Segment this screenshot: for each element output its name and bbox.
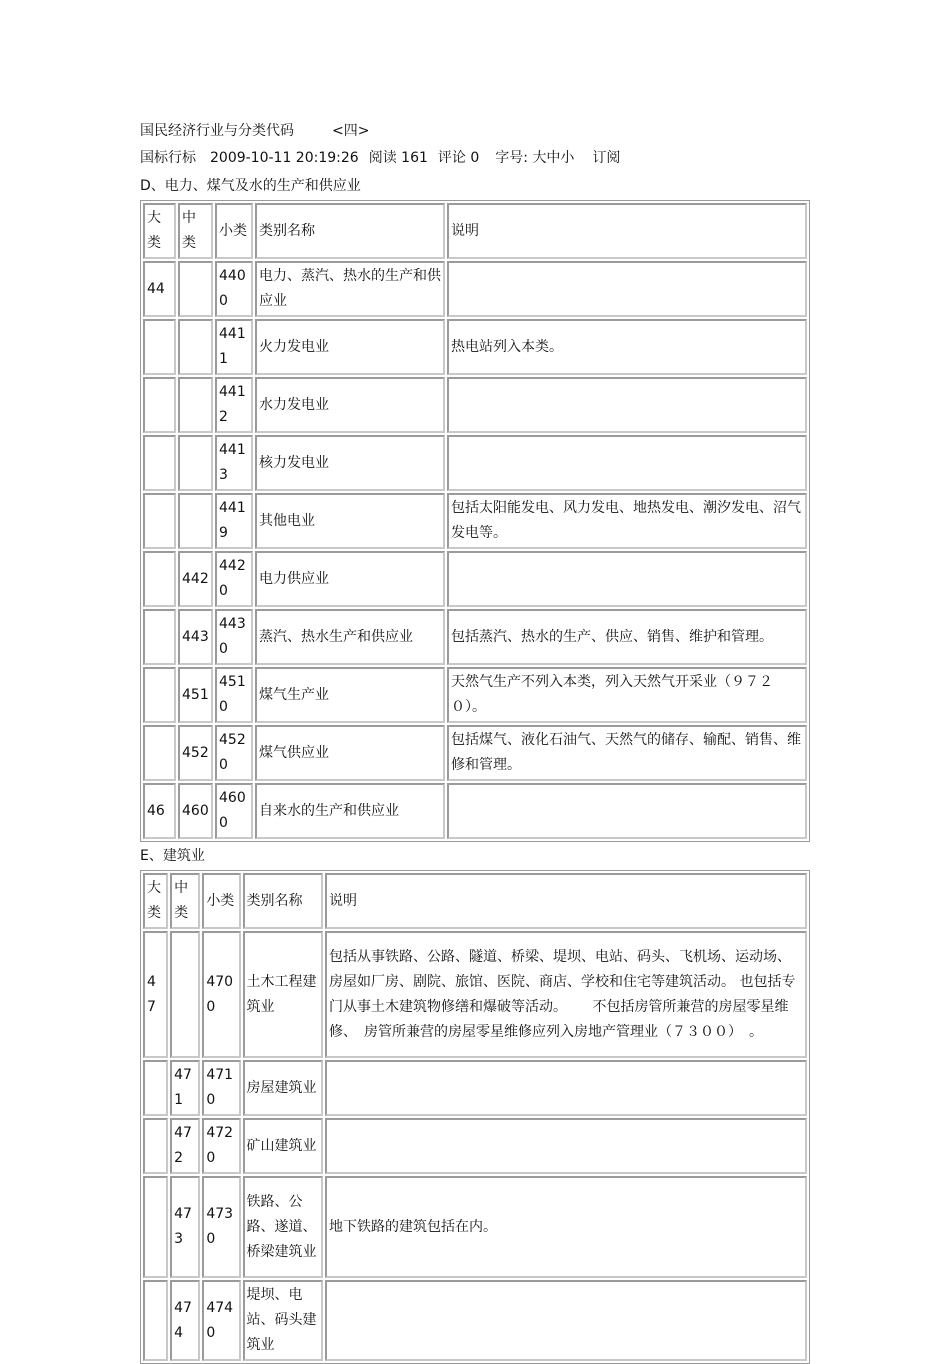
- cell-note: [447, 551, 807, 607]
- cell-name: 火力发电业: [255, 319, 445, 375]
- header-cell-middle: 中类: [170, 873, 200, 929]
- cell-minor: 4510: [215, 667, 253, 723]
- cell-major: 46: [143, 783, 176, 839]
- cell-minor: 4411: [215, 319, 253, 375]
- cell-minor: 4430: [215, 609, 253, 665]
- section-e-heading: E、建筑业: [140, 848, 205, 864]
- header-cell-name: 类别名称: [255, 203, 445, 259]
- header-cell-minor: 小类: [215, 203, 253, 259]
- section-e-table: [140, 870, 810, 1364]
- meta-comment-count: 0: [470, 150, 480, 166]
- table-row: [143, 551, 807, 607]
- cell-name: 矿山建筑业: [243, 1118, 323, 1174]
- cell-note: 包括煤气、液化石油气、天然气的储存、输配、销售、维修和管理。: [447, 725, 807, 781]
- cell-name: 自来水的生产和供应业: [255, 783, 445, 839]
- cell-note: 地下铁路的建筑包括在内。: [325, 1176, 807, 1278]
- cell-middle: 472: [170, 1118, 200, 1174]
- header-cell-major: 大类: [143, 203, 176, 259]
- article-title: 国民经济行业与分类代码: [140, 123, 294, 139]
- cell-middle: [178, 493, 213, 549]
- cell-name: 电力供应业: [255, 551, 445, 607]
- cell-middle: [170, 931, 200, 1058]
- cell-minor: 4710: [202, 1060, 240, 1116]
- table-row: [143, 261, 807, 317]
- cell-major: [143, 725, 176, 781]
- cell-minor: 4520: [215, 725, 253, 781]
- cell-major: [143, 551, 176, 607]
- cell-name: 土木工程建筑业: [243, 931, 323, 1058]
- cell-minor: 4420: [215, 551, 253, 607]
- cell-major: [143, 609, 176, 665]
- meta-datetime: 2009-10-11 20:19:26: [210, 150, 359, 166]
- article-meta: [140, 145, 810, 172]
- cell-middle: 443: [178, 609, 213, 665]
- table-row: [143, 493, 807, 549]
- table-row: [143, 667, 807, 723]
- cell-minor: 4400: [215, 261, 253, 317]
- cell-name: 电力、蒸汽、热水的生产和供应业: [255, 261, 445, 317]
- cell-name: 煤气供应业: [255, 725, 445, 781]
- meta-comment-link[interactable]: 评论: [437, 150, 466, 166]
- meta-font-size-label: 字号:: [495, 150, 528, 166]
- cell-note: [325, 1060, 807, 1116]
- meta-category-link[interactable]: 国标行标: [140, 150, 196, 166]
- cell-major: 47: [143, 931, 168, 1058]
- cell-name: 煤气生产业: [255, 667, 445, 723]
- cell-name: 水力发电业: [255, 377, 445, 433]
- cell-minor: 4419: [215, 493, 253, 549]
- cell-note: [447, 435, 807, 491]
- cell-note: [447, 783, 807, 839]
- cell-note: [325, 1280, 807, 1361]
- cell-middle: [178, 261, 213, 317]
- article-title-suffix: <四>: [332, 123, 370, 139]
- cell-minor: 4600: [215, 783, 253, 839]
- cell-note: 包括太阳能发电、风力发电、地热发电、潮汐发电、沼气发电等。: [447, 493, 807, 549]
- table-row: [143, 1060, 807, 1116]
- cell-middle: 473: [170, 1176, 200, 1278]
- cell-minor: 4412: [215, 377, 253, 433]
- cell-major: [143, 493, 176, 549]
- cell-middle: 451: [178, 667, 213, 723]
- cell-major: 44: [143, 261, 176, 317]
- cell-minor: 4740: [202, 1280, 240, 1361]
- table-row: [143, 609, 807, 665]
- table-row: [143, 1176, 807, 1278]
- table-row: [143, 783, 807, 839]
- cell-major: [143, 435, 176, 491]
- cell-note: 包括蒸汽、热水的生产、供应、销售、维护和管理。: [447, 609, 807, 665]
- section-d-heading: D、电力、煤气及水的生产和供应业: [140, 178, 361, 194]
- cell-middle: [178, 377, 213, 433]
- cell-major: [143, 667, 176, 723]
- table-row: [143, 1118, 807, 1174]
- section-d-table: [140, 200, 810, 842]
- meta-font-size-options[interactable]: 大中小: [532, 150, 575, 166]
- cell-middle: 471: [170, 1060, 200, 1116]
- cell-major: [143, 377, 176, 433]
- cell-name: 铁路、公路、遂道、桥梁建筑业: [243, 1176, 323, 1278]
- table-row: [143, 725, 807, 781]
- table-row: [143, 319, 807, 375]
- cell-name: 其他电业: [255, 493, 445, 549]
- cell-note: [325, 1118, 807, 1174]
- cell-minor: 4720: [202, 1118, 240, 1174]
- header-cell-note: 说明: [447, 203, 807, 259]
- header-cell-name: 类别名称: [243, 873, 323, 929]
- cell-note: 天然气生产不列入本类，列入天然气开采业（９７２０）。: [447, 667, 807, 723]
- article: [140, 118, 810, 1364]
- cell-middle: 442: [178, 551, 213, 607]
- cell-minor: 4730: [202, 1176, 240, 1278]
- cell-middle: [178, 435, 213, 491]
- header-cell-middle: 中类: [178, 203, 213, 259]
- cell-major: [143, 1176, 168, 1278]
- cell-note: 热电站列入本类。: [447, 319, 807, 375]
- cell-minor: 4700: [202, 931, 240, 1058]
- table-row: [143, 1280, 807, 1361]
- cell-name: 堤坝、电站、码头建筑业: [243, 1280, 323, 1361]
- table-header-row: [143, 873, 807, 929]
- cell-middle: 452: [178, 725, 213, 781]
- cell-major: [143, 319, 176, 375]
- header-cell-major: 大类: [143, 873, 168, 929]
- table-row: [143, 377, 807, 433]
- cell-note: 包括从事铁路、公路、隧道、桥梁、堤坝、电站、码头、飞机场、运动场、房屋如厂房、剧院、旅馆、医院、商店、学校和住宅等建筑活动。 也包括专门从事土木建筑物修缮和爆破等活动。 不包括房管所兼营的房屋零星维修、 房管所兼营的房屋零星维修应列入房地产管理业（７３００） 。: [325, 931, 807, 1058]
- cell-middle: [178, 319, 213, 375]
- meta-subscribe-link[interactable]: 订阅: [592, 150, 621, 166]
- cell-name: 房屋建筑业: [243, 1060, 323, 1116]
- header-cell-minor: 小类: [202, 873, 240, 929]
- cell-name: 蒸汽、热水生产和供应业: [255, 609, 445, 665]
- cell-middle: 460: [178, 783, 213, 839]
- cell-major: [143, 1060, 168, 1116]
- cell-minor: 4413: [215, 435, 253, 491]
- cell-major: [143, 1280, 168, 1361]
- cell-name: 核力发电业: [255, 435, 445, 491]
- cell-note: [447, 377, 807, 433]
- article-title-line: [140, 118, 810, 145]
- meta-read-count: 161: [401, 150, 428, 166]
- cell-major: [143, 1118, 168, 1174]
- meta-read-label: 阅读: [368, 150, 397, 166]
- table-header-row: [143, 203, 807, 259]
- header-cell-note: 说明: [325, 873, 807, 929]
- cell-middle: 474: [170, 1280, 200, 1361]
- table-row: [143, 435, 807, 491]
- cell-note: [447, 261, 807, 317]
- table-row: [143, 931, 807, 1058]
